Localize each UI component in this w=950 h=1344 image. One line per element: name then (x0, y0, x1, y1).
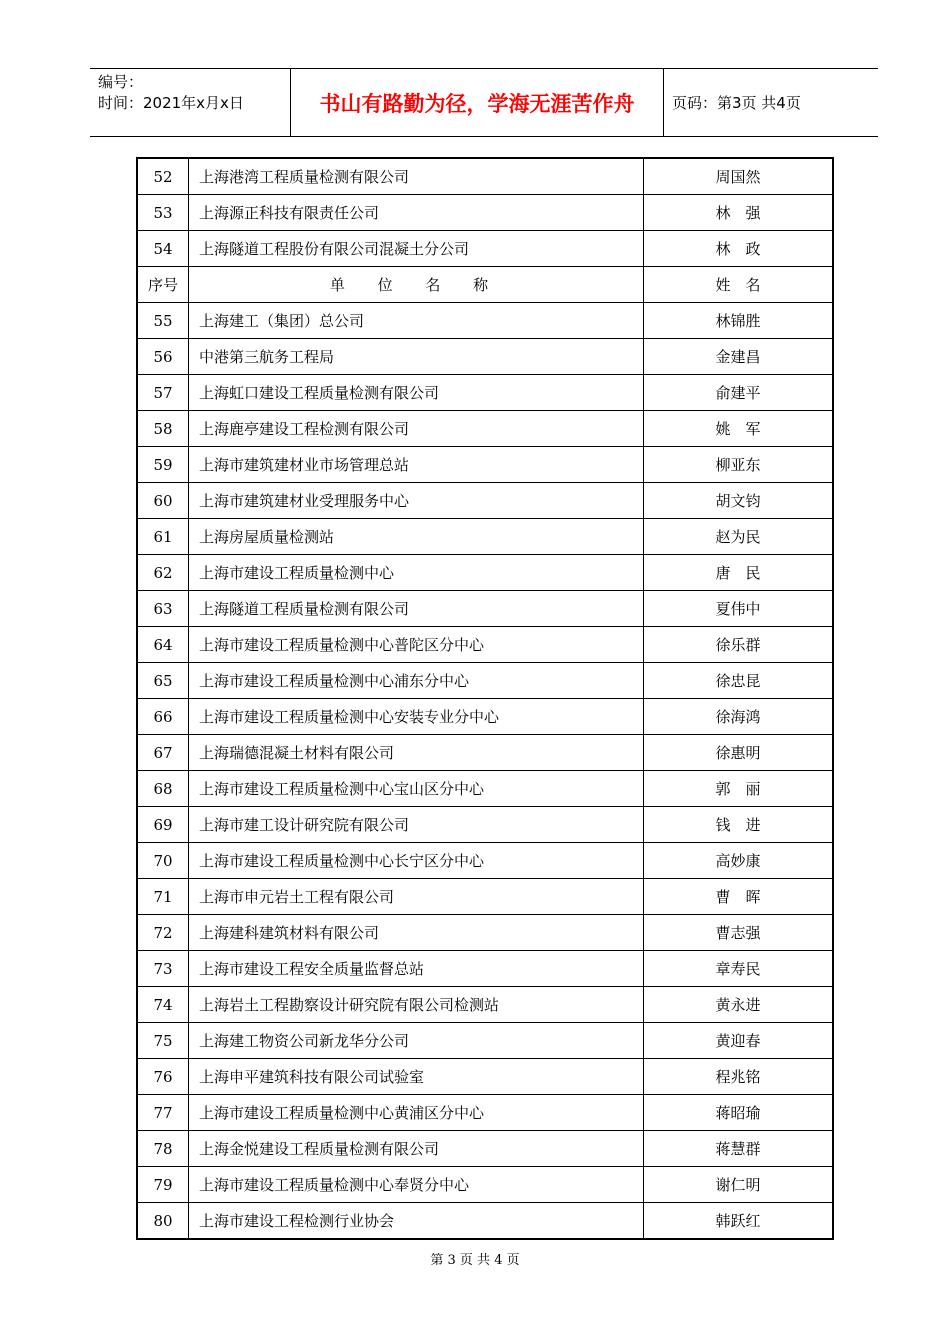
person-name: 高妙康 (644, 843, 834, 879)
table-row (137, 158, 833, 195)
person-name: 徐乐群 (644, 627, 834, 663)
person-name: 夏伟中 (644, 591, 834, 627)
row-number: 58 (137, 411, 189, 447)
table-row (137, 1203, 833, 1240)
row-number: 62 (137, 555, 189, 591)
table-row (137, 1023, 833, 1059)
unit-name: 上海市建设工程质量检测中心普陀区分中心 (189, 627, 644, 663)
table-row (137, 699, 833, 735)
unit-name: 上海建工（集团）总公司 (189, 303, 644, 339)
table-row (137, 375, 833, 411)
row-number: 79 (137, 1167, 189, 1203)
person-name: 章寿民 (644, 951, 834, 987)
row-number: 80 (137, 1203, 189, 1240)
table-row (137, 411, 833, 447)
row-number: 56 (137, 339, 189, 375)
unit-name: 上海建工物资公司新龙华分公司 (189, 1023, 644, 1059)
unit-name: 上海市建设工程质量检测中心 (189, 555, 644, 591)
person-name: 俞建平 (644, 375, 834, 411)
table-row (137, 1095, 833, 1131)
column-header-unit: 单 位 名 称 (189, 267, 644, 303)
row-number: 60 (137, 483, 189, 519)
unit-name: 上海岩土工程勘察设计研究院有限公司检测站 (189, 987, 644, 1023)
person-name: 徐忠昆 (644, 663, 834, 699)
row-number: 68 (137, 771, 189, 807)
row-number: 57 (137, 375, 189, 411)
row-number: 78 (137, 1131, 189, 1167)
time-label: 时间：2021年x月x日 (98, 94, 244, 112)
row-number: 52 (137, 158, 189, 195)
unit-name: 上海市申元岩土工程有限公司 (189, 879, 644, 915)
row-number: 73 (137, 951, 189, 987)
page-header (90, 68, 878, 137)
person-name: 程兆铭 (644, 1059, 834, 1095)
person-name: 姚 军 (644, 411, 834, 447)
person-name: 曹志强 (644, 915, 834, 951)
table-row (137, 735, 833, 771)
unit-name: 上海鹿亭建设工程检测有限公司 (189, 411, 644, 447)
person-name: 唐 民 (644, 555, 834, 591)
unit-name: 上海隧道工程质量检测有限公司 (189, 591, 644, 627)
header-meta (98, 72, 288, 114)
person-name: 胡文钧 (644, 483, 834, 519)
table-row (137, 807, 833, 843)
table-row (137, 1059, 833, 1095)
table-row (137, 339, 833, 375)
table-row (137, 843, 833, 879)
person-name: 钱 进 (644, 807, 834, 843)
unit-name: 上海房屋质量检测站 (189, 519, 644, 555)
person-name: 蒋慧群 (644, 1131, 834, 1167)
unit-name: 上海市建筑建材业市场管理总站 (189, 447, 644, 483)
person-name: 郭 丽 (644, 771, 834, 807)
table-row (137, 1167, 833, 1203)
unit-name: 上海市建设工程质量检测中心安装专业分中心 (189, 699, 644, 735)
table-row (137, 555, 833, 591)
table-row (137, 663, 833, 699)
person-name: 韩跃红 (644, 1203, 834, 1240)
roster-table (136, 157, 834, 1240)
header-page-label: 页码：第3页 共4页 (672, 94, 801, 112)
table-row (137, 303, 833, 339)
unit-name: 上海市建设工程质量检测中心黄浦区分中心 (189, 1095, 644, 1131)
unit-name: 上海市建设工程质量检测中心长宁区分中心 (189, 843, 644, 879)
serial-label: 编号： (98, 73, 144, 91)
person-name: 黄迎春 (644, 1023, 834, 1059)
table-header-row (137, 267, 833, 303)
unit-name: 上海建科建筑材料有限公司 (189, 915, 644, 951)
unit-name: 上海金悦建设工程质量检测有限公司 (189, 1131, 644, 1167)
roster-table-body (137, 158, 833, 1239)
table-row (137, 951, 833, 987)
table-row (137, 1131, 833, 1167)
unit-name: 上海隧道工程股份有限公司混凝土分公司 (189, 231, 644, 267)
person-name: 谢仁明 (644, 1167, 834, 1203)
table-row (137, 519, 833, 555)
row-number: 69 (137, 807, 189, 843)
unit-name: 上海港湾工程质量检测有限公司 (189, 158, 644, 195)
row-number: 71 (137, 879, 189, 915)
row-number: 54 (137, 231, 189, 267)
unit-name: 上海瑞德混凝土材料有限公司 (189, 735, 644, 771)
person-name: 金建昌 (644, 339, 834, 375)
row-number: 66 (137, 699, 189, 735)
unit-name: 上海市建设工程质量检测中心浦东分中心 (189, 663, 644, 699)
person-name: 蒋昭瑜 (644, 1095, 834, 1131)
header-divider (663, 69, 664, 136)
unit-name: 上海市建设工程安全质量监督总站 (189, 951, 644, 987)
person-name: 林 政 (644, 231, 834, 267)
unit-name: 上海市建设工程质量检测中心宝山区分中心 (189, 771, 644, 807)
person-name: 赵为民 (644, 519, 834, 555)
unit-name: 上海市建设工程检测行业协会 (189, 1203, 644, 1240)
table-row (137, 915, 833, 951)
row-number: 64 (137, 627, 189, 663)
table-row (137, 447, 833, 483)
unit-name: 上海市建筑建材业受理服务中心 (189, 483, 644, 519)
unit-name: 上海市建设工程质量检测中心奉贤分中心 (189, 1167, 644, 1203)
person-name: 周国然 (644, 158, 834, 195)
unit-name: 上海市建工设计研究院有限公司 (189, 807, 644, 843)
column-header-number: 序号 (137, 267, 189, 303)
table-row (137, 879, 833, 915)
column-header-name: 姓 名 (644, 267, 834, 303)
row-number: 65 (137, 663, 189, 699)
table-row (137, 771, 833, 807)
table-row (137, 591, 833, 627)
person-name: 黄永进 (644, 987, 834, 1023)
unit-name: 中港第三航务工程局 (189, 339, 644, 375)
row-number: 76 (137, 1059, 189, 1095)
row-number: 53 (137, 195, 189, 231)
table-row (137, 483, 833, 519)
person-name: 徐海鸿 (644, 699, 834, 735)
row-number: 74 (137, 987, 189, 1023)
table-row (137, 627, 833, 663)
row-number: 67 (137, 735, 189, 771)
table-row (137, 987, 833, 1023)
row-number: 75 (137, 1023, 189, 1059)
person-name: 徐惠明 (644, 735, 834, 771)
row-number: 59 (137, 447, 189, 483)
page-footer: 第 3 页 共 4 页 (430, 1253, 520, 1268)
row-number: 63 (137, 591, 189, 627)
person-name: 林 强 (644, 195, 834, 231)
row-number: 77 (137, 1095, 189, 1131)
unit-name: 上海申平建筑科技有限公司试验室 (189, 1059, 644, 1095)
unit-name: 上海虹口建设工程质量检测有限公司 (189, 375, 644, 411)
person-name: 曹 晖 (644, 879, 834, 915)
table-row (137, 231, 833, 267)
table-row (137, 195, 833, 231)
person-name: 柳亚东 (644, 447, 834, 483)
row-number: 72 (137, 915, 189, 951)
row-number: 70 (137, 843, 189, 879)
unit-name: 上海源正科技有限责任公司 (189, 195, 644, 231)
person-name: 林锦胜 (644, 303, 834, 339)
header-motto: 书山有路勤为径，学海无涯苦作舟 (319, 91, 635, 116)
row-number: 61 (137, 519, 189, 555)
row-number: 55 (137, 303, 189, 339)
roster-table-wrapper (136, 157, 834, 1240)
